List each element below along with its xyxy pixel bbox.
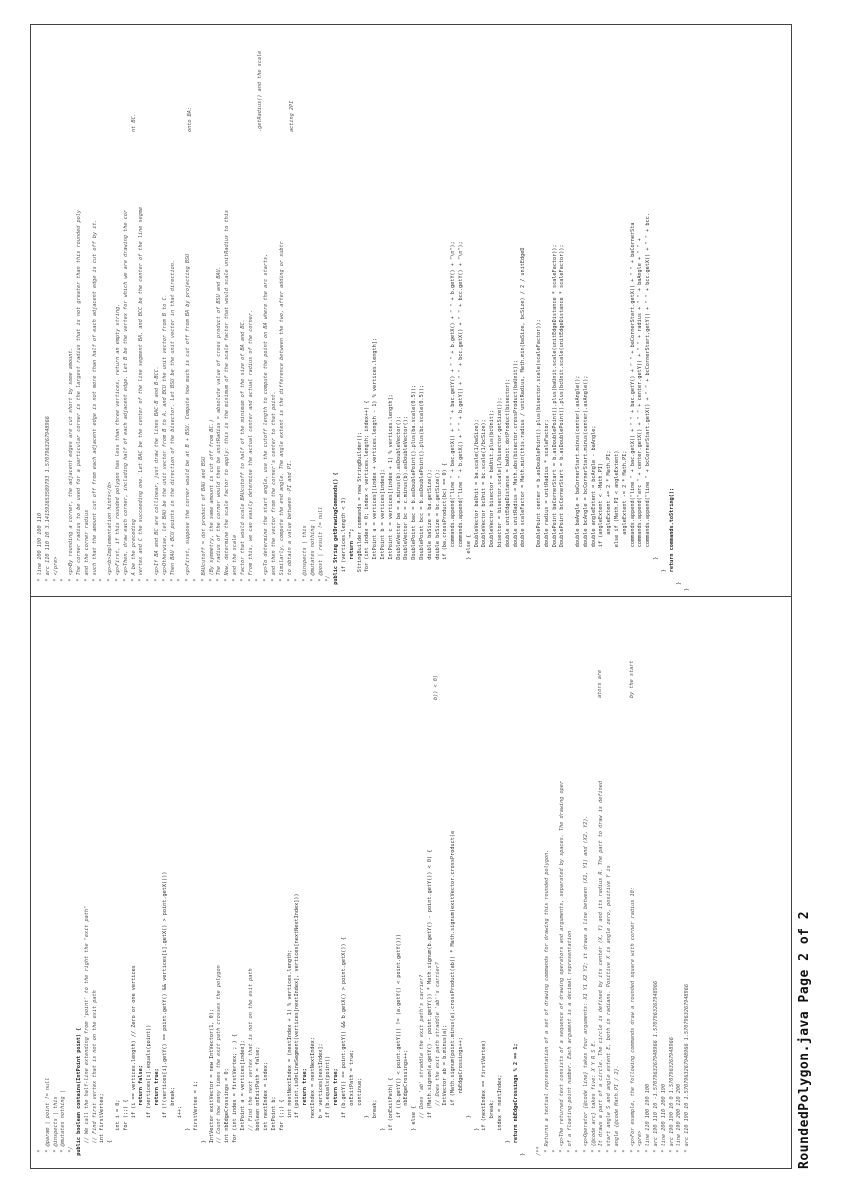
code-line: * factor that would scale BAUcutoff to half of the minimum of the size of BA and BC. <box>239 319 246 591</box>
code-line: * and the scale <box>231 534 238 591</box>
code-line: DoublePoint bcc = b.asDoublePoint().plus(bc.scale(0.5)); <box>419 384 426 591</box>
code-line: return nbEdgeCrossings % 2 == 1; <box>512 1043 519 1162</box>
code-line: // Does 'ab' straddle the exit path's carrier? <box>419 974 426 1162</box>
code-line: * The corner radius to be used for a particular corner is the largest radius that is not greater than this rounded poly <box>75 209 82 591</box>
margin-fragment: by the start <box>629 660 635 698</box>
code-line: } <box>652 556 659 591</box>
code-line: double bcSize = bc.getSize(); <box>434 469 441 591</box>
code-line: } <box>364 1115 371 1162</box>
column-divider <box>31 596 791 597</box>
code-line: * <box>177 578 184 591</box>
code-line: double unitRadius = Math.abs(bisector.crossProduct(baUnit)); <box>512 359 519 591</box>
code-line: * {@code arc} takes five: X Y R S E. <box>590 1040 597 1162</box>
code-line: StringBuilder commands = new StringBuilder(); <box>356 431 363 591</box>
code-line: DoublePoint baCornerStart = b.asDoublePoint().plus(baUnit.scale(unitEdgeDistance * scaleFactor)); <box>551 244 558 591</box>
code-line: IntPoint b; <box>270 1096 277 1162</box>
code-line: if (b.equals(point)) <box>325 1055 332 1162</box>
code-line: * <p>To determine the start angle, use the cutoff length to compute the point on BA where the arc starts, <box>263 253 270 591</box>
code-line: return true; <box>333 1068 340 1162</box>
code-line: * to obtain a value between -PI and PI. <box>286 459 293 591</box>
code-line: * </pre> <box>52 556 59 591</box>
code-line: return false; <box>138 1065 145 1162</box>
code-line: b = vertices[nextIndex]; <box>317 1043 324 1162</box>
code-line: IntPoint a = vertices[index]; <box>239 1040 246 1162</box>
code-line: } <box>684 587 691 591</box>
code-line: * <box>37 1149 43 1162</box>
code-line: } <box>504 1140 511 1162</box>
code-line: IntVector exitVector = new IntVector(1, 0); <box>208 1008 215 1162</box>
code-line: return true; <box>153 1068 160 1162</box>
code-line: IntPoint c = vertices[(index + 1) % vertices.length]; <box>387 394 394 591</box>
code-line: * line 200 110 200 190 <box>660 1083 667 1162</box>
code-line: * <box>621 1149 628 1162</box>
code-line: /** <box>536 1146 542 1162</box>
code-line: boolean onExitPath = false; <box>255 1046 262 1162</box>
code-line: } <box>676 581 683 591</box>
page-title: RoundedPolygon.java Page 2 of 2 <box>797 910 812 1169</box>
code-line: nextIndex = nextNextIndex; <box>309 1037 316 1162</box>
code-line: int nextIndex = index; <box>263 1062 270 1162</box>
code-line: * <p>For example, the following commands draw a rounded square with corner radius 10: <box>629 887 636 1162</box>
code-line: * A be the preceding <box>130 519 137 591</box>
code-line: if (onExitPath) { <box>387 1077 394 1162</box>
code-line: * <box>60 578 67 591</box>
code-line: DoubleVector bc = c.minus(b).asDoubleVector(); <box>403 416 410 591</box>
code-line: * Then BAU + BCU points in the direction of the bisector. Let BSU be the unit vector in that direction. <box>169 259 176 591</box>
code-line: nbEdgeCrossings++; <box>403 1049 410 1162</box>
code-line: */ <box>325 575 332 591</box>
code-line: if (Math.signum(a.getY() - point.getY()) * Math.signum(b.getY() - point.getY()) < 0) { <box>426 849 433 1162</box>
code-line: commands.append("line " + bac.getX() + " " + bac.getY() + " " + baCornerStart.getX() + " " + baCornerSta <box>629 222 636 591</box>
code-line: onExitPath = true; <box>348 1049 355 1162</box>
code-line: * <p>The returned text consists of a sequence of drawing operators and arguments, separated by spaces. The drawing oper <box>559 780 566 1162</box>
code-line: * <box>99 578 106 591</box>
code-line: break; <box>372 1099 379 1162</box>
code-line: commands.append("arc " + center.getX() + " " + center.getY() + " " + radius + " " + baAngle + " " + <box>637 238 644 591</box>
code-line: double scaleFactor = Math.min(this.radius / unitRadius, Math.min(baSize, bcSize) / 2 / unitEdgeD <box>520 247 527 591</box>
code-line: public String getDrawingCommands() { <box>333 472 340 591</box>
code-line: if (Math.signum(point.minus(a).crossProduct(ab)) * Math.signum(exitVector.crossProduct(a <box>450 830 457 1162</box>
code-line: if (nextIndex == firstVertex) <box>481 1040 488 1162</box>
margin-fragment: nt BC. <box>131 113 137 132</box>
code-line: nbEdgeCrossings++; <box>458 1037 465 1162</box>
left-code-column <box>37 602 785 1162</box>
code-line: if (vertices[i].equals(point)) <box>146 1024 153 1162</box>
code-line: for (int index = 0; index < vertices.length; index++) { <box>364 400 371 591</box>
code-line: double radius = unitRadius * scaleFactor; <box>543 419 550 591</box>
code-line: * <box>574 1149 581 1162</box>
code-line: DoubleVector baUnit = ba.scale(1/baSize); <box>473 419 480 591</box>
code-line: commands.append("line " + bac.getX() + " " + bac.getY() + " " + b.getX() + " " + b.getY() + "\n"); <box>450 241 457 591</box>
margin-fragment: .getRadius() and the scale <box>257 50 263 132</box>
code-line: continue; <box>356 1077 363 1162</box>
code-line: commands.append("line " + b.getX() + " " + b.getY() + " " + bcc.getX() + " " + bcc.getY() + "\n"); <box>458 241 465 591</box>
code-line: for (int index = firstVertex; ; ) { <box>231 1033 238 1162</box>
code-line <box>528 602 536 1162</box>
code-line: * arc 110 190 10 1.5707963267948966 1.5707963267948966 <box>684 983 691 1162</box>
code-line: } else { <box>411 1105 418 1162</box>
code-line: // Does the exit path straddle 'ab''s carrier? <box>434 962 441 1162</box>
code-line: * @param | point != null <box>44 1077 51 1162</box>
code-line: } <box>465 1115 472 1162</box>
code-line: for (;;) { <box>122 1099 129 1162</box>
margin-fragment: b)) < 0) <box>433 675 439 700</box>
code-line: * <box>255 578 262 591</box>
code-line: int nextNextIndex = (nextIndex + 1) % vertices.length; <box>286 949 293 1162</box>
code-line: * angle {@code Math.PI / 2}. <box>613 1065 620 1162</box>
code-line: if (angleExtent < -Math.PI) <box>598 462 605 591</box>
margin-fragment: acting 2PI <box>289 100 295 132</box>
code-line: commands.append("line " + bcCornerStart.getX() + " " + bcCornerStart.getY() + " " + bcc.getX() + " " + bcc. <box>645 213 652 591</box>
code-line: { <box>107 1140 114 1162</box>
code-line <box>567 31 575 591</box>
code-line: double bcAngle = bcCornerStart.minus(center).asAngle(); <box>582 375 589 591</box>
code-line: IntPoint b = vertices[index]; <box>380 469 387 591</box>
code-line: IntVector ab = b.minus(a); <box>442 1024 449 1162</box>
right-code-column <box>37 31 785 591</box>
code-line: * BAUcutoff = dot product of BAU and BSU <box>200 456 207 591</box>
code-line: } <box>200 1140 207 1162</box>
code-line: return commands.toString(); <box>668 487 675 591</box>
code-line: * Similarly, compute the end angle. The angle extent is the difference between the two, after adding or subtr <box>278 241 285 591</box>
code-line: * line 100 190 100 110 <box>37 512 43 591</box>
code-line: * and then the vector from the corner's center to that point. <box>270 391 277 591</box>
code-line: * (By symmetry, the same amount is cut off from BC.) <box>208 419 215 591</box>
code-line: * @inspects | this <box>302 525 309 591</box>
code-line: * <p>Otherwise, let BAU be the unit vector from B to A, and BCU the unit vector from B to C. <box>161 294 168 591</box>
code-line: * @post | result != null <box>317 506 324 591</box>
code-line: * arc 110 110 10 3.141592653589793 1.5707963267948966 <box>44 416 51 591</box>
code-line: * arc 190 110 10 -1.5707963267948966 1.5707963267948966 <box>652 980 659 1162</box>
code-line: * <box>192 578 199 591</box>
code-line: if (ba.crossProduct(bc) == 0) { <box>442 462 449 591</box>
code-line: if (b.getY() == point.getY() && b.getX() > point.getX()) { <box>341 937 348 1162</box>
code-line: * of a floating-point number. Each argument is a decimal representation <box>567 930 574 1162</box>
code-line: bisector = bisector.scale(1/bisector.getSize()); <box>497 397 504 591</box>
code-line: public boolean contains(IntPoint point) { <box>75 1027 82 1162</box>
code-line: * line 110 100 190 100 <box>645 1083 652 1162</box>
code-line: * Now, determine the scale factor to apply: this is the minimum of the scale factor that would scale unitRadius to this <box>224 209 231 591</box>
code-line: angleExtent -= 2 * Math.PI; <box>621 450 628 591</box>
code-line: double baSize = ba.getSize(); <box>426 469 433 591</box>
code-line: } <box>473 1127 480 1162</box>
code-line: // Find first vertex that is not on the exit path <box>91 990 98 1162</box>
margin-fragment: onto BA: <box>187 107 193 132</box>
code-line: * <p>First, suppose the corner would be at B + BSU. Compute how much is cut off from BA by projecting BSU <box>185 253 192 591</box>
code-line: * <p><b>Implementation hints</b> <box>107 481 114 591</box>
code-line: int firstVertex; <box>99 1093 106 1162</box>
code-line: else if (Math.PI < angleExtent) <box>613 450 620 591</box>
code-line: } <box>520 1152 527 1162</box>
code-line: break; <box>169 1087 176 1162</box>
code-line: if (!(vertices[i].getY() == point.getY() && vertices[i].getX() > point.getX())) <box>161 871 168 1162</box>
code-line: * Returns a textual representation of a set of drawing commands for drawing this rounded polygon. <box>543 849 550 1162</box>
code-line: } <box>380 1127 387 1162</box>
code-frame <box>30 24 792 1169</box>
code-line: * vertex and C the succeeding one. Let BAC be the center of the line segment BA, and BCC be the center of the line segme <box>138 206 145 591</box>
code-line: * start angle S and angle extent E, both in radians. Positive X is angle zero, positive Y is <box>606 865 613 1162</box>
code-line: double unitEdgeDistance = baUnit.dotProduct(bisector); <box>504 378 511 591</box>
code-line: firstVertex = i; <box>192 1080 199 1162</box>
code-line: * It draws a part of a circle. The circle is defined by its center (X, Y) and its radius R. The part to draw is defined <box>598 780 605 1162</box>
code-line: * <box>551 1149 558 1162</box>
code-line: DoublePoint center = b.asDoublePoint().plus(bisector.scale(scaleFactor)); <box>536 319 542 591</box>
code-line: return ""; <box>348 528 355 591</box>
code-line: * @mutates nothing | <box>309 519 316 591</box>
code-line: * From this, we can easily determine the actual center and actual radius of the corner. <box>247 309 254 591</box>
code-line: * arc 190 190 10 0 1.5707963267948966 <box>668 1037 675 1162</box>
code-line: } <box>660 569 667 591</box>
code-line: if (i == vertices.length) // Zero or one vertices <box>130 965 137 1162</box>
code-line: DoublePoint bac = b.asDoublePoint().plus(ba.scale(0.5)); <box>411 384 418 591</box>
code-line: * line 190 200 110 200 <box>676 1083 683 1162</box>
code-line: * <p>First, if this rounded polygon has less than three vertices, return an empty string. <box>114 303 121 591</box>
code-line: int i = 0; <box>114 1099 121 1162</box>
code-line: * <p>Then, draw each corner, including half of each adjacent edge. Let B be the vertex for which we are drawing the cor <box>122 209 129 591</box>
code-line: } <box>185 1127 192 1162</box>
code-line: for (;;) { <box>278 1099 285 1162</box>
code-line: if ((b.getY() < point.getY()) != (a.getY() < point.getY())) <box>395 934 402 1162</box>
code-line: * such that the amount cut off from each adjacent edge is not more than half of each adjacent edge is cut off by it. <box>91 219 98 591</box>
code-line: * <p>By rounding a corner, the adjacent edges are cut short by some amount. <box>68 347 75 591</box>
code-line: } else { <box>465 534 472 591</box>
code-line: double baAngle = baCornerStart.minus(center).asAngle(); <box>574 375 581 591</box>
code-line: if (vertices.length < 3) <box>341 497 348 591</box>
code-line: * @mutates nothing | <box>60 1090 67 1162</box>
code-line: // We call the half-line extending from 'point' to the right the "exit path" <box>83 905 90 1162</box>
code-line: angleExtent += 2 * Math.PI; <box>606 450 613 591</box>
code-line: return true; <box>302 1068 309 1162</box>
code-line: break; <box>489 1099 496 1162</box>
code-line: double angleExtent = bcAngle - baAngle; <box>590 425 597 591</box>
code-line: */ <box>68 1146 75 1162</box>
code-line: * The radius of the corner would then be unitRadius = absolute value of cross product of BSU and BAU. <box>216 266 223 591</box>
code-line: index = nextIndex; <box>497 1074 504 1162</box>
code-line: DoubleVector bisector = baUnit.plus(bcUnit); <box>489 409 496 591</box>
code-line: * <pre> <box>637 1130 644 1162</box>
code-line: * @inspects | this <box>52 1096 59 1162</box>
code-line: IntPoint a = vertices[(index + vertices.length - 1) % vertices.length]; <box>372 338 379 591</box>
code-line: DoublePoint bcCornerStart = b.asDoublePoint().plus(bcUnit.scale(unitEdgeDistance * scaleFactor)); <box>559 244 566 591</box>
code-line: DoubleVector bcUnit = bc.scale(1/bcSize); <box>481 419 488 591</box>
code-line: * <box>294 578 301 591</box>
code-line: * <p>If BA and BC are collinear, just draw the lines BAC-B and B-BCC. <box>153 366 160 591</box>
code-line: * <box>146 578 153 591</box>
code-line: * and the corner radius <box>83 509 90 591</box>
code-line: // Find the next vertex that is not on the exit path <box>247 968 254 1162</box>
code-line: i++; <box>177 1105 184 1162</box>
margin-fragment: ators are <box>597 669 603 698</box>
code-line: int nbEdgeCrossings = 0; <box>224 1068 231 1162</box>
code-line: DoubleVector ba = a.minus(b).asDoubleVector(); <box>395 416 402 591</box>
code-line: if (point.isOnLineSegment(vertices[nextIndex], vertices[nextNextIndex])) <box>294 893 301 1162</box>
code-line: // Count how many times the exit path crosses the polygon <box>216 965 223 1162</box>
code-line: * <p>Operator {@code line} takes four arguments: X1 Y1 X2 Y2; it draws a line between (X1, Y1) and (X2, Y2). <box>582 815 589 1162</box>
code-line <box>528 31 536 591</box>
